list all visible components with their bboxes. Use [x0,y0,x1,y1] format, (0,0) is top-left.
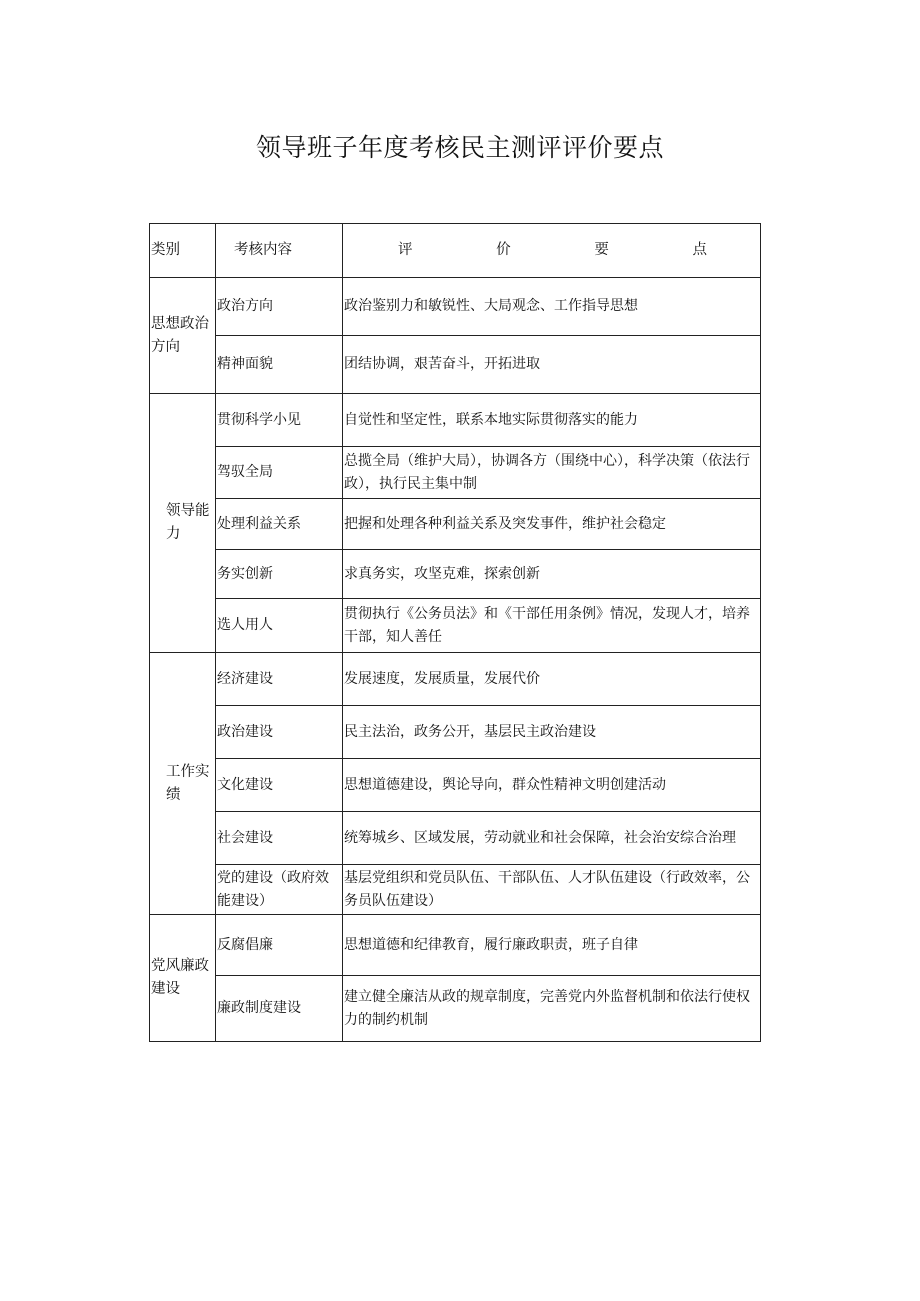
point-cell: 思想道德和纪律教育，履行廉政职责，班子自律 [343,915,761,976]
header-points-char: 点 [692,242,707,258]
point-cell: 团结协调，艰苦奋斗，开拓进取 [343,336,761,394]
point-cell: 贯彻执行《公务员法》和《干部任用条例》情况，发现人才，培养干部，知人善任 [343,599,761,653]
table-row [150,915,761,976]
item-cell: 选人用人 [216,599,343,653]
table-row [150,499,761,550]
point-cell: 建立健全廉洁从政的规章制度，完善党内外监督机制和依法行使权力的制约机制 [343,976,761,1042]
table-header-row [150,224,761,278]
document-title: 领导班子年度考核民主测评评价要点 [255,133,664,162]
table-row [150,865,761,915]
item-cell: 廉政制度建设 [216,976,343,1042]
item-cell: 反腐倡廉 [216,915,343,976]
point-cell: 民主法治，政务公开，基层民主政治建设 [343,706,761,759]
header-points-char: 价 [496,242,511,258]
table-row [150,759,761,812]
header-points [343,224,761,278]
table-row [150,976,761,1042]
table-row [150,599,761,653]
item-cell: 经济建设 [216,653,343,706]
point-cell: 求真务实，攻坚克难，探索创新 [343,550,761,599]
item-cell: 处理利益关系 [216,499,343,550]
evaluation-table [149,223,761,1042]
category-cell: 党风廉政建设 [150,915,216,1042]
item-cell: 文化建设 [216,759,343,812]
category-cell: 思想政治方向 [150,278,216,394]
category-cell: 领导能力 [150,394,216,653]
item-cell: 社会建设 [216,812,343,865]
point-cell: 思想道德建设，舆论导向，群众性精神文明创建活动 [343,759,761,812]
header-content: 考核内容 [216,224,343,278]
item-cell: 贯彻科学小见 [216,394,343,447]
category-cell: 工作实绩 [150,653,216,915]
point-cell: 自觉性和坚定性，联系本地实际贯彻落实的能力 [343,394,761,447]
table-row [150,706,761,759]
item-cell: 务实创新 [216,550,343,599]
point-cell: 统筹城乡、区域发展，劳动就业和社会保障，社会治安综合治理 [343,812,761,865]
item-cell: 党的建设（政府效能建设） [216,865,343,915]
point-cell: 基层党组织和党员队伍、干部队伍、人才队伍建设（行政效率，公务员队伍建设） [343,865,761,915]
table-row [150,336,761,394]
item-cell: 政治建设 [216,706,343,759]
table-row [150,278,761,336]
table-row [150,447,761,499]
table-row [150,653,761,706]
item-cell: 政治方向 [216,278,343,336]
header-points-char: 评 [398,242,413,258]
item-cell: 精神面貌 [216,336,343,394]
point-cell: 把握和处理各种利益关系及突发事件，维护社会稳定 [343,499,761,550]
item-cell: 驾驭全局 [216,447,343,499]
point-cell: 政治鉴别力和敏锐性、大局观念、工作指导思想 [343,278,761,336]
header-points-char: 要 [594,242,609,258]
table-row [150,812,761,865]
table-row [150,394,761,447]
point-cell: 总揽全局（维护大局），协调各方（围绕中心），科学决策（依法行政），执行民主集中制 [343,447,761,499]
point-cell: 发展速度，发展质量，发展代价 [343,653,761,706]
table-row [150,550,761,599]
header-category: 类别 [150,224,216,278]
